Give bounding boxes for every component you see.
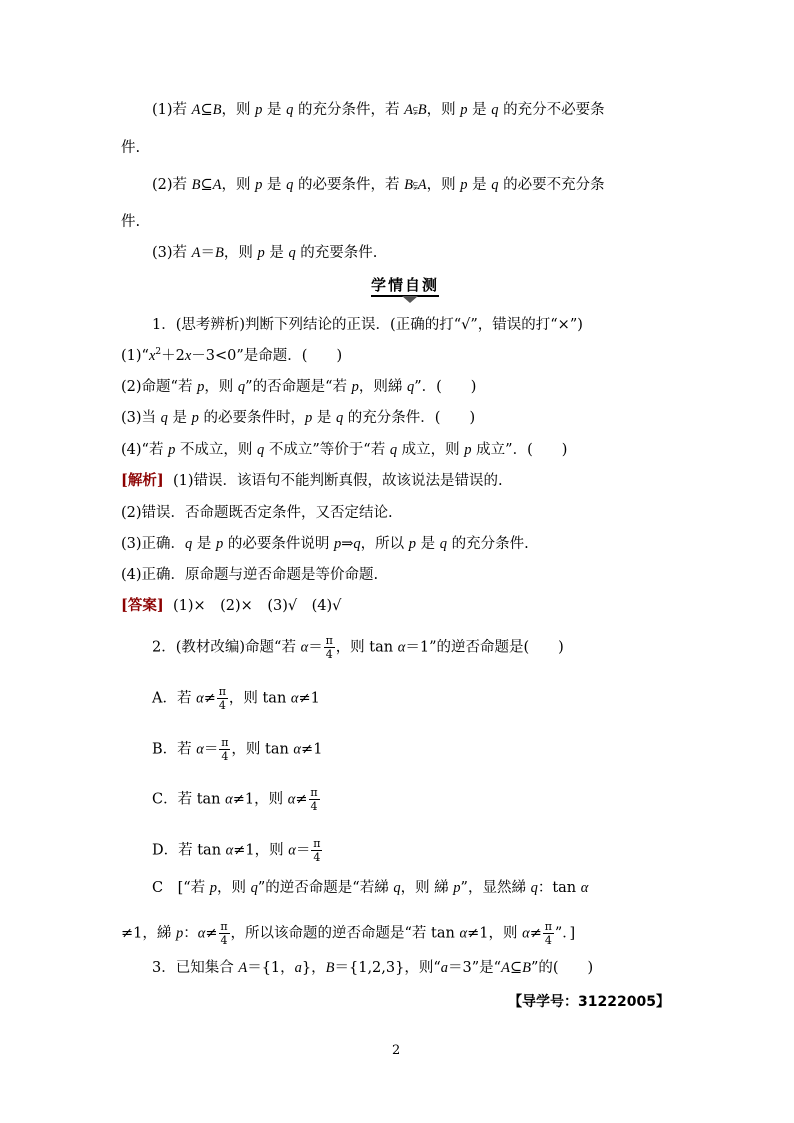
fraction: $\frac{\pi}{4}$ <box>218 685 226 712</box>
q1-item-3: (3)当 q 是 p 的必要条件时，p 是 q 的充分条件．( ) <box>121 410 476 426</box>
intro-line-2-wrap: 件. <box>121 214 141 230</box>
reference-number: 【导学号：31222005】 <box>508 994 670 1010</box>
intro-line-1-wrap: 件. <box>121 140 141 156</box>
q1-analysis-2: (2)错误．否命题既否定条件，又否定结论. <box>121 505 393 521</box>
q2-option-c: C．若 tan α≠1，则 α≠ $\frac{\pi}{4}$ <box>152 786 318 813</box>
q1-analysis-1: [解析] (1)错误．该语句不能判断真假，故该说法是错误的. <box>121 472 503 489</box>
intro-line-1: (1)若 A⊆B，则 p 是 q 的充分条件，若 A⫋B，则 p 是 q 的充分不必要条 <box>152 102 605 118</box>
q1-answer: [答案] (1)× (2)× (3)√ (4)√ <box>121 597 342 614</box>
answer-tag: [答案] <box>121 597 164 614</box>
q2-solution-2: ≠1，綈 p：α≠ $\frac{\pi}{4}$ ，所以该命题的逆否命题是“若 tan α≠1，则 α≠ $\frac{\pi}{4}$ ”．] <box>121 920 576 947</box>
q1-stem: 1．(思考辨析)判断下列结论的正误．(正确的打“√”，错误的打“×”) <box>152 317 583 333</box>
q1-analysis-4: (4)正确．原命题与逆否命题是等价命题. <box>121 567 379 583</box>
fraction: $\frac{\pi}{4}$ <box>544 920 552 947</box>
intro-line-2: (2)若 B⊆A，则 p 是 q 的必要条件，若 B⫋A，则 p 是 q 的必要不充分条 <box>152 177 605 193</box>
q2-solution-1: C [“若 p，则 q”的逆否命题是“若綈 q，则 綈 p”，显然綈 q：tan α <box>152 880 589 896</box>
q1-analysis-3: (3)正确．q 是 p 的必要条件说明 p⇒q，所以 p 是 q 的充分条件. <box>121 536 529 552</box>
q1-item-2: (2)命题“若 p，则 q”的否命题是“若 p，则綈 q”．( ) <box>121 379 477 395</box>
q3-stem: 3．已知集合 A＝{1，a}，B＝{1,2,3}，则“a＝3”是“A⊆B”的( ) <box>152 960 594 976</box>
q2-option-d: D．若 tan α≠1，则 α＝ $\frac{\pi}{4}$ <box>152 837 321 864</box>
q1-item-4: (4)“若 p 不成立，则 q 不成立”等价于“若 q 成立，则 p 成立”．( ) <box>121 442 568 458</box>
fraction: $\frac{\pi}{4}$ <box>313 837 321 864</box>
intro-line-3: (3)若 A＝B，则 p 是 q 的充要条件. <box>152 245 378 261</box>
q1-item-1: $(1)“x^2+2x-3<0$”是命题．( ) <box>121 347 343 364</box>
section-title-triangle-icon <box>402 296 418 303</box>
analysis-tag: [解析] <box>121 472 164 489</box>
q2-option-a: A．若 α≠ $\frac{\pi}{4}$ ，则 tan α≠1 <box>152 685 320 712</box>
fraction: $\frac{\pi}{4}$ <box>325 634 333 661</box>
section-title: 学情自测 <box>371 274 439 295</box>
q2-option-b: B．若 α＝ $\frac{\pi}{4}$ ，则 tan α≠1 <box>152 736 323 763</box>
page-number: 2 <box>392 1043 401 1058</box>
fraction: $\frac{\pi}{4}$ <box>310 786 318 813</box>
q2-stem: 2．(教材改编)命题“若 α＝ $\frac{\pi}{4}$ ，则 tan α＝1”的逆否命题是( ) <box>152 634 564 661</box>
fraction: $\frac{\pi}{4}$ <box>220 920 228 947</box>
fraction: $\frac{\pi}{4}$ <box>221 736 229 763</box>
